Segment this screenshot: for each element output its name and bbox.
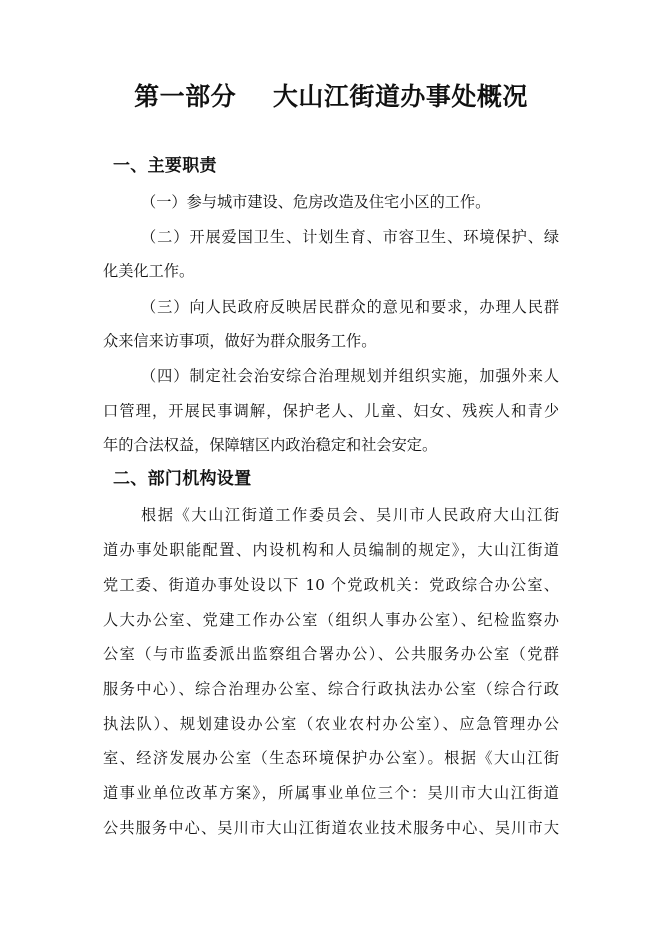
paragraph-line: 党工委、街道办事处设以下 10 个党政机关：党政综合办公室、 [103,576,559,594]
paragraph-line: 人大办公室、党建工作办公室（组织人事办公室）、纪检监察办 [103,611,559,629]
section-heading-duties: 一、主要职责 [113,156,217,176]
paragraph-line: 服务中心）、综合治理办公室、综合行政执法办公室（综合行政 [103,680,559,698]
paragraph-line: 公共服务中心、吴川市大山江街道农业技术服务中心、吴川市大 [103,819,559,837]
paragraph-line: 公室（与市监委派出监察组合署办公）、公共服务办公室（党群 [103,645,559,663]
paragraph-line: 执法队）、规划建设办公室（农业农村办公室）、应急管理办公 [103,715,559,733]
paragraph-line: （三）向人民政府反映居民群众的意见和要求，办理人民群 [141,298,559,316]
paragraph-line: 道办事处职能配置、内设机构和人员编制的规定》，大山江街道 [103,541,559,559]
paragraph-line: 化美化工作。 [103,262,195,280]
paragraph-line: 根据《大山江街道工作委员会、吴川市人民政府大山江街 [141,506,559,524]
paragraph-line: 口管理，开展民事调解，保护老人、儿童、妇女、残疾人和青少 [103,402,559,420]
paragraph-line: 众来信来访事项，做好为群众服务工作。 [103,332,377,350]
paragraph-line: 年的合法权益，保障辖区内政治稳定和社会安定。 [103,436,438,454]
paragraph-line: （一）参与城市建设、危房改造及住宅小区的工作。 [141,193,491,211]
paragraph-line: （四）制定社会治安综合治理规划并组织实施，加强外来人 [141,367,559,385]
paragraph-line: 室、经济发展办公室（生态环境保护办公室）。根据《大山江街 [103,749,559,767]
paragraph-line: （二）开展爱国卫生、计划生育、市容卫生、环境保护、绿 [141,228,559,246]
page-title: 第一部分 大山江街道办事处概况 [134,82,528,111]
section-heading-structure: 二、部门机构设置 [113,469,252,489]
paragraph-line: 道事业单位改革方案》，所属事业单位三个：吴川市大山江街道 [103,784,559,802]
